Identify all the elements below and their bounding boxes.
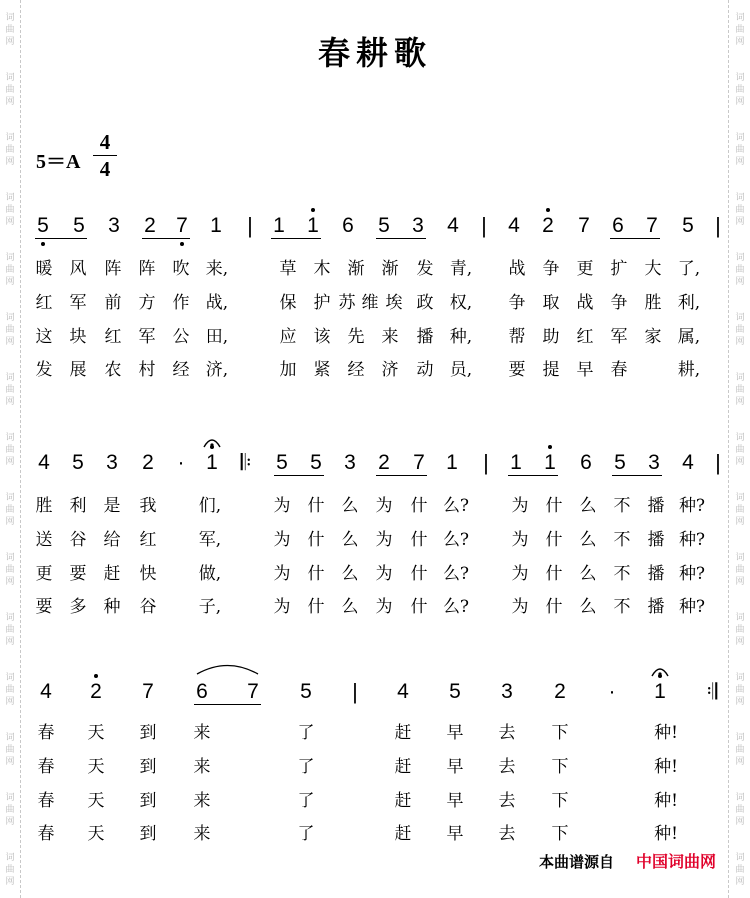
eighth-note-underline [274,475,324,476]
watermark-text: 词 曲 网 [5,793,15,827]
lyric-verse-2: 为 [375,530,393,550]
lyric-verse-2: 红 [35,293,53,313]
watermark-text: 词 曲 网 [735,253,745,287]
lyric-verse-4: 加 [279,360,297,380]
lyric-verse-1: 阵 [104,259,122,279]
lyric-verse-4: 为 [273,597,291,617]
note: 7 [413,451,425,474]
note: 6 [612,214,624,237]
time-signature-denominator: 4 [99,157,111,181]
note: 2 [144,214,156,237]
note: 5 [276,451,288,474]
lyric-verse-4: 要 [35,597,53,617]
lyric-verse-2: 给 [103,530,121,550]
eighth-note-underline [142,238,190,239]
lyric-verse-4: 多 [69,597,87,617]
note: 7 [578,214,590,237]
lyric-verse-1: 更 [576,259,594,279]
lyric-verse-4: 早 [446,824,464,844]
lyric-verse-1: 赶 [394,723,412,743]
lyric-verse-1: 什 [545,496,563,516]
time-signature [93,130,117,181]
lyric-verse-1: 种! [654,723,678,743]
lyric-verse-2: 争 [508,293,526,313]
lyric-verse-3: 块 [69,327,87,347]
lyric-verse-2: 方 [138,293,156,313]
barline: | [352,679,358,704]
lyric-verse-3: 红 [576,327,594,347]
note: 5 [73,214,85,237]
lyric-verse-4: 动 [416,360,434,380]
lyric-verse-2: 政 [416,293,434,313]
lyric-verse-1: 不 [613,496,631,516]
note: 2 [142,451,154,474]
lyric-verse-3: 更 [35,564,53,584]
note: 2 [554,680,566,703]
lyric-verse-1: 为 [511,496,529,516]
lyric-verse-1: 渐 [381,259,399,279]
lyric-verse-2: 权, [449,293,473,313]
lyric-verse-3: 先 [347,327,365,347]
note: 7 [142,680,154,703]
lyric-verse-3: 助 [542,327,560,347]
watermark-text: 词 曲 网 [5,13,15,47]
lyric-verse-2: 军, [198,530,222,550]
lyric-verse-1: 到 [139,723,157,743]
eighth-note-underline [610,238,660,239]
note: 4 [682,451,694,474]
lyric-verse-3: 么 [579,564,597,584]
watermark-text: 词 曲 网 [735,373,745,407]
lyric-verse-2: 送 [35,530,53,550]
note: 2 [542,214,554,237]
lyric-verse-1: 什 [307,496,325,516]
lyric-verse-2: 前 [104,293,122,313]
lyric-verse-4: 下 [551,824,569,844]
watermark-text: 词 曲 网 [5,553,15,587]
barline: | [715,450,721,475]
eighth-note-underline [376,475,427,476]
lyric-verse-1: 了, [677,259,701,279]
lyric-verse-1: 发 [416,259,434,279]
time-signature-line [93,155,117,156]
high-octave-dot [546,208,550,212]
lyric-verse-4: 春 [37,824,55,844]
tie-arc [196,660,259,679]
note: 5 [72,451,84,474]
lyric-verse-2: 么 [341,530,359,550]
fermata-icon [651,662,669,681]
lyric-verse-1: 播 [647,496,665,516]
eighth-note-underline [271,238,321,239]
lyric-verse-2: 早 [446,757,464,777]
lyric-verse-1: 青, [449,259,473,279]
lyric-verse-2: 种? [678,530,706,550]
lyric-verse-1: 风 [69,259,87,279]
lyric-verse-3: 田, [205,327,229,347]
note: 1 [544,451,556,474]
lyric-verse-3: 种? [678,564,706,584]
lyric-verse-1: 去 [498,723,516,743]
eighth-note-underline [194,704,261,705]
lyric-verse-3: 为 [273,564,291,584]
lyric-verse-3: 天 [87,791,105,811]
watermark-text: 词 曲 网 [5,853,15,887]
watermark-text: 词 曲 网 [735,313,745,347]
watermark-text: 词 曲 网 [5,253,15,287]
lyric-verse-3: 不 [613,564,631,584]
lyric-verse-2: 保 [279,293,297,313]
note: 2 [378,451,390,474]
watermark-text: 词 曲 网 [5,673,15,707]
lyric-verse-1: 为 [273,496,291,516]
note: 4 [40,680,52,703]
lyric-verse-4: 经 [172,360,190,380]
lyric-verse-4: 播 [647,597,665,617]
lyric-verse-2: 谷 [69,530,87,550]
lyric-verse-3: 属, [677,327,701,347]
lyric-verse-2: 取 [542,293,560,313]
eighth-note-underline [612,475,662,476]
lyric-verse-4: 去 [498,824,516,844]
note: 2 [90,680,102,703]
note: 3 [648,451,660,474]
note: 1 [307,214,319,237]
watermark-text: 词 曲 网 [735,73,745,107]
lyric-verse-2: 春 [37,757,55,777]
lyric-verse-1: 来, [205,259,229,279]
lyric-verse-3: 什 [545,564,563,584]
fermata-icon [203,433,221,452]
barline: | [481,213,487,238]
lyric-verse-4: 不 [613,597,631,617]
lyric-verse-2: 争 [610,293,628,313]
lyric-verse-2: 播 [647,530,665,550]
lyric-verse-4: 来 [193,824,211,844]
lyric-verse-1: 木 [313,259,331,279]
lyric-verse-4: 提 [542,360,560,380]
lyric-verse-2: 下 [551,757,569,777]
watermark-text: 词 曲 网 [5,373,15,407]
barline: | [483,450,489,475]
lyric-verse-4: 天 [87,824,105,844]
note: 3 [501,680,513,703]
watermark-text: 词 曲 网 [5,733,15,767]
lyric-verse-3: 快 [139,564,157,584]
note: · [608,680,616,703]
note: 4 [447,214,459,237]
lyric-verse-4: 济, [205,360,229,380]
lyric-verse-3: 到 [139,791,157,811]
lyric-verse-4: 子, [198,597,222,617]
note: 4 [38,451,50,474]
lyric-verse-3: 公 [172,327,190,347]
lyric-verse-2: 了 [297,757,315,777]
lyric-verse-2: 什 [307,530,325,550]
key-signature: 5＝A [36,151,81,173]
lyric-verse-3: 做, [198,564,222,584]
note: 7 [646,214,658,237]
note: 7 [247,680,259,703]
lyric-verse-3: 要 [69,564,87,584]
note: 1 [446,451,458,474]
note: 5 [614,451,626,474]
watermark-text: 词 曲 网 [5,493,15,527]
eighth-note-underline [376,238,426,239]
watermark-text: 词 曲 网 [5,313,15,347]
lyric-verse-2: 到 [139,757,157,777]
watermark-text: 词 曲 网 [5,133,15,167]
lyric-verse-4: 谷 [139,597,157,617]
lyric-verse-4: 种! [654,824,678,844]
lyric-verse-1: 为 [375,496,393,516]
lyric-verse-2: 么? [442,530,470,550]
lyric-verse-4: 村 [138,360,156,380]
lyric-verse-1: 暖 [35,259,53,279]
song-title: 春耕歌 [317,34,432,72]
lyric-verse-4: 早 [576,360,594,380]
lyric-verse-3: 红 [104,327,122,347]
lyric-verse-4: 种? [678,597,706,617]
lyric-verse-2: 胜 [644,293,662,313]
lyric-verse-2: 红 [139,530,157,550]
lyric-verse-1: 种? [678,496,706,516]
lyric-verse-3: 春 [37,791,55,811]
lyric-verse-3: 军 [610,327,628,347]
lyric-verse-4: 济 [381,360,399,380]
lyric-verse-2: 作 [172,293,190,313]
lyric-verse-4: 什 [545,597,563,617]
barline: 𝄆 [240,450,252,475]
watermark-text: 词 曲 网 [735,673,745,707]
lyric-verse-3: 播 [647,564,665,584]
lyric-verse-2: 种! [654,757,678,777]
note: 3 [412,214,424,237]
lyric-verse-1: 争 [542,259,560,279]
lyric-verse-3: 种! [654,791,678,811]
watermark-text: 词 曲 网 [5,73,15,107]
note: 3 [108,214,120,237]
watermark-text: 词 曲 网 [735,133,745,167]
lyric-verse-1: 战 [508,259,526,279]
lyric-verse-1: 是 [103,496,121,516]
lyric-verse-4: 为 [511,597,529,617]
lyric-verse-2: 维 [361,293,379,313]
lyric-verse-1: 么? [442,496,470,516]
lyric-verse-1: 草 [279,259,297,279]
source-label: 本曲谱源自 [538,853,614,871]
note: 4 [397,680,409,703]
watermark-text: 词 曲 网 [735,793,745,827]
note: 5 [300,680,312,703]
lyric-verse-4: 么? [442,597,470,617]
watermark-text: 词 曲 网 [5,433,15,467]
lyric-verse-2: 军 [69,293,87,313]
lyric-verse-4: 要 [508,360,526,380]
note: 1 [510,451,522,474]
lyric-verse-4: 紧 [313,360,331,380]
watermark-text: 词 曲 网 [735,853,745,887]
left-margin-line [20,0,21,898]
lyric-verse-3: 早 [446,791,464,811]
note: 4 [508,214,520,237]
lyric-verse-4: 经 [347,360,365,380]
watermark-text: 词 曲 网 [735,13,745,47]
high-octave-dot [94,674,98,678]
lyric-verse-1: 胜 [35,496,53,516]
lyric-verse-3: 什 [307,564,325,584]
lyric-verse-3: 该 [313,327,331,347]
low-octave-dot [41,242,45,246]
lyric-verse-3: 下 [551,791,569,811]
lyric-verse-2: 么 [579,530,597,550]
note: · [177,451,185,474]
lyric-verse-4: 什 [307,597,325,617]
lyric-verse-1: 早 [446,723,464,743]
lyric-verse-2: 为 [511,530,529,550]
note: 6 [342,214,354,237]
watermark-text: 词 曲 网 [735,493,745,527]
watermark-text: 词 曲 网 [735,553,745,587]
lyric-verse-4: 到 [139,824,157,844]
lyric-verse-1: 扩 [610,259,628,279]
lyric-verse-3: 赶 [394,791,412,811]
low-octave-dot [180,242,184,246]
lyric-verse-2: 去 [498,757,516,777]
eighth-note-underline [508,475,558,476]
lyric-verse-4: 了 [297,824,315,844]
lyric-verse-3: 军 [138,327,156,347]
lyric-verse-1: 吹 [172,259,190,279]
lyric-verse-3: 为 [511,564,529,584]
lyric-verse-4: 农 [104,360,122,380]
note: 3 [106,451,118,474]
lyric-verse-1: 我 [139,496,157,516]
time-signature-numerator: 4 [99,130,111,154]
lyric-verse-2: 赶 [394,757,412,777]
note: 5 [310,451,322,474]
high-octave-dot [658,674,662,678]
lyric-verse-1: 渐 [347,259,365,279]
lyric-verse-1: 大 [644,259,662,279]
lyric-verse-1: 么 [341,496,359,516]
lyric-verse-1: 下 [551,723,569,743]
lyric-verse-4: 么 [579,597,597,617]
watermark-text: 词 曲 网 [735,613,745,647]
lyric-verse-2: 利, [677,293,701,313]
watermark-text: 词 曲 网 [735,433,745,467]
lyric-verse-3: 去 [498,791,516,811]
lyric-verse-2: 战, [205,293,229,313]
note: 6 [580,451,592,474]
barline: | [715,213,721,238]
lyric-verse-4: 春 [610,360,628,380]
source-brand: 中国词曲网 [635,852,716,871]
note: 5 [449,680,461,703]
watermark-text: 词 曲 网 [5,613,15,647]
lyric-verse-2: 天 [87,757,105,777]
right-margin-line [728,0,729,898]
lyric-verse-2: 来 [193,757,211,777]
note: 1 [210,214,222,237]
lyric-verse-4: 员, [449,360,473,380]
note: 5 [378,214,390,237]
lyric-verse-1: 了 [297,723,315,743]
watermark-text: 词 曲 网 [5,193,15,227]
note: 5 [682,214,694,237]
lyric-verse-1: 们, [198,496,222,516]
lyric-verse-4: 种 [103,597,121,617]
note: 1 [206,451,218,474]
lyric-verse-1: 么 [579,496,597,516]
lyric-verse-2: 什 [545,530,563,550]
note: 7 [176,214,188,237]
note: 6 [196,680,208,703]
lyric-verse-1: 天 [87,723,105,743]
lyric-verse-3: 种, [449,327,473,347]
note: 1 [273,214,285,237]
eighth-note-underline [35,238,87,239]
lyric-verse-3: 来 [193,791,211,811]
lyric-verse-3: 播 [416,327,434,347]
lyric-verse-3: 赶 [103,564,121,584]
lyric-verse-3: 为 [375,564,393,584]
lyric-verse-1: 来 [193,723,211,743]
lyric-verse-4: 展 [69,360,87,380]
lyric-verse-1: 春 [37,723,55,743]
lyric-verse-4: 赶 [394,824,412,844]
lyric-verse-3: 应 [279,327,297,347]
lyric-verse-3: 什 [410,564,428,584]
lyric-verse-1: 利 [69,496,87,516]
note: 1 [654,680,666,703]
lyric-verse-3: 了 [297,791,315,811]
lyric-verse-2: 为 [273,530,291,550]
watermark-text: 词 曲 网 [735,193,745,227]
watermark-text: 词 曲 网 [735,733,745,767]
barline: 𝄇 [706,679,718,704]
lyric-verse-2: 不 [613,530,631,550]
lyric-verse-1: 什 [410,496,428,516]
note: 3 [344,451,356,474]
high-octave-dot [210,445,214,449]
lyric-verse-3: 家 [644,327,662,347]
lyric-verse-2: 战 [576,293,594,313]
lyric-verse-4: 为 [375,597,393,617]
lyric-verse-2: 埃 [385,293,403,313]
lyric-verse-2: 什 [410,530,428,550]
lyric-verse-3: 帮 [508,327,526,347]
lyric-verse-3: 么? [442,564,470,584]
barline: | [247,213,253,238]
source-credit [539,849,716,872]
high-octave-dot [311,208,315,212]
lyric-verse-2: 苏 [338,293,356,313]
lyric-verse-2: 护 [313,293,331,313]
lyric-verse-4: 什 [410,597,428,617]
lyric-verse-3: 这 [35,327,53,347]
lyric-verse-3: 么 [341,564,359,584]
lyric-verse-4: 耕, [677,360,701,380]
lyric-verse-4: 发 [35,360,53,380]
high-octave-dot [548,445,552,449]
note: 5 [37,214,49,237]
lyric-verse-3: 来 [381,327,399,347]
lyric-verse-1: 阵 [138,259,156,279]
lyric-verse-4: 么 [341,597,359,617]
